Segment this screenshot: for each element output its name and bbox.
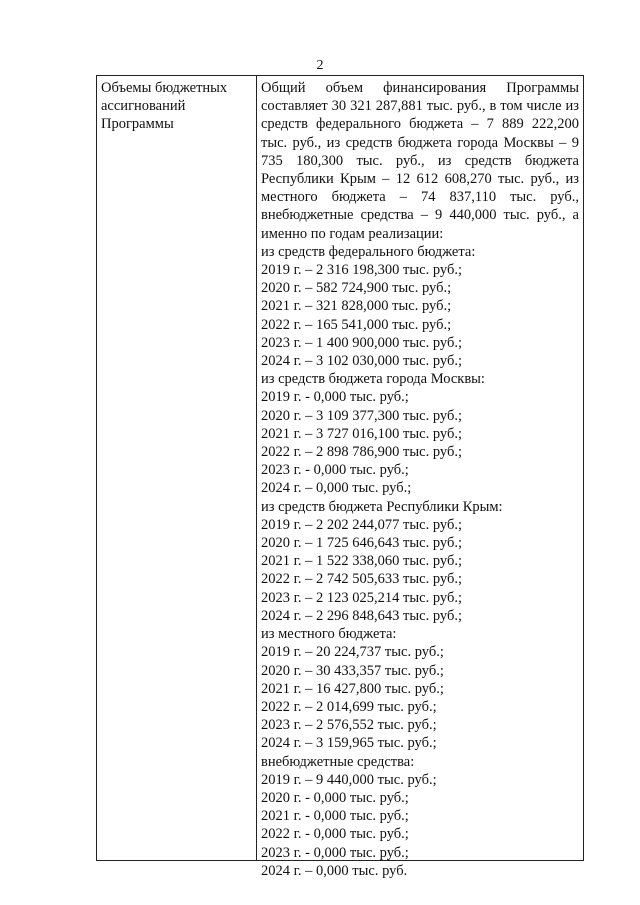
funding-summary: Общий объем финансирования Программы составляет 30 321 287,881 тыс. руб., в том числе из средств федерального бюджета – 7 889 222,200 тыс. руб., из средств бюджета города Москвы – 9 735 180,300 тыс. руб., из средств бюджета Республики Крым – 12 612 608,270 тыс. руб., из местного бюджета – 74 837,110 тыс. руб., внебюджетные средства – 9 440,000 тыс. руб., а именно по годам реализации: [261, 80, 579, 242]
value-cell [257, 76, 583, 879]
year-amount-line: 2023 г. – 2 123 025,214 тыс. руб.; [261, 589, 462, 606]
section-heading: из средств бюджета Республики Крым: [261, 498, 503, 515]
section-heading: из средств федерального бюджета: [261, 243, 476, 260]
year-amount-line: 2023 г. - 0,000 тыс. руб.; [261, 462, 409, 479]
row-label: Объемы бюджетных ассигнований Программы [101, 80, 228, 132]
year-amount-line: 2020 г. – 3 109 377,300 тыс. руб.; [261, 407, 462, 424]
year-amount-line: 2019 г. – 9 440,000 тыс. руб.; [261, 771, 437, 788]
year-amount-line: 2024 г. – 3 102 030,000 тыс. руб.; [261, 353, 462, 370]
year-amount-line: 2024 г. – 2 296 848,643 тыс. руб.; [261, 607, 462, 624]
year-amount-line: 2022 г. – 2 014,699 тыс. руб.; [261, 698, 437, 715]
year-amount-line: 2021 г. – 1 522 338,060 тыс. руб.; [261, 553, 462, 570]
year-amount-line: 2021 г. - 0,000 тыс. руб.; [261, 808, 409, 825]
year-amount-line: 2023 г. – 1 400 900,000 тыс. руб.; [261, 334, 462, 351]
program-funding-table [96, 75, 584, 879]
year-amount-line: 2021 г. – 16 427,800 тыс. руб.; [261, 680, 444, 697]
year-amount-line: 2021 г. – 321 828,000 тыс. руб.; [261, 298, 452, 315]
year-amount-line: 2023 г. – 2 576,552 тыс. руб.; [261, 717, 437, 734]
section-heading: из местного бюджета: [261, 626, 397, 643]
year-amount-line: 2022 г. – 165 541,000 тыс. руб.; [261, 316, 452, 333]
year-amount-line: 2024 г. – 0,000 тыс. руб.; [261, 480, 412, 497]
page-number: 2 [316, 58, 324, 73]
year-amount-line: 2019 г. – 2 202 244,077 тыс. руб.; [261, 516, 462, 533]
year-amount-line: 2020 г. – 1 725 646,643 тыс. руб.; [261, 535, 462, 552]
year-amount-line: 2022 г. – 2 742 505,633 тыс. руб.; [261, 571, 462, 588]
year-amount-line: 2022 г. - 0,000 тыс. руб.; [261, 826, 409, 843]
year-amount-line: 2019 г. - 0,000 тыс. руб.; [261, 389, 409, 406]
year-amount-line: 2019 г. – 20 224,737 тыс. руб.; [261, 644, 444, 661]
year-amount-line: 2020 г. – 30 433,357 тыс. руб.; [261, 662, 444, 679]
year-amount-line: 2019 г. – 2 316 198,300 тыс. руб.; [261, 262, 462, 279]
year-amount-line: 2024 г. – 0,000 тыс. руб. [261, 862, 408, 879]
funding-breakdown [261, 243, 579, 880]
section-heading: из средств бюджета города Москвы: [261, 371, 485, 388]
year-amount-line: 2024 г. – 3 159,965 тыс. руб.; [261, 735, 437, 752]
year-amount-line: 2020 г. - 0,000 тыс. руб.; [261, 789, 409, 806]
year-amount-line: 2020 г. – 582 724,900 тыс. руб.; [261, 280, 452, 297]
section-heading: внебюджетные средства: [261, 753, 415, 770]
year-amount-line: 2021 г. – 3 727 016,100 тыс. руб.; [261, 425, 462, 442]
label-cell [97, 76, 257, 860]
year-amount-line: 2023 г. - 0,000 тыс. руб.; [261, 844, 409, 861]
year-amount-line: 2022 г. – 2 898 786,900 тыс. руб.; [261, 444, 462, 461]
